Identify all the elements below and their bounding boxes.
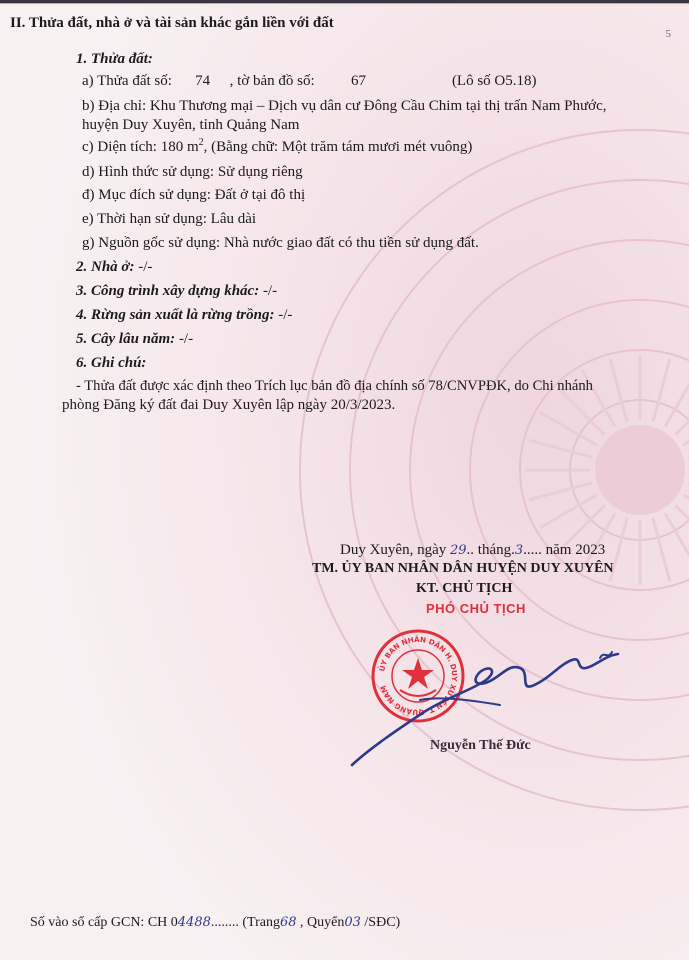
date-day: 29 <box>449 543 467 558</box>
register-book: 03 <box>344 915 361 930</box>
forest-line <box>76 306 292 324</box>
usage-term: e) Thời hạn sử dụng: Lâu dài <box>82 211 257 227</box>
date-prefix: Duy Xuyên, ngày <box>340 542 450 558</box>
signer-name: Nguyễn Thế Đức <box>430 738 531 753</box>
seal-star-icon <box>402 658 434 689</box>
construction-label: 3. Công trình xây dựng khác: <box>76 283 260 299</box>
official-seal <box>370 628 466 724</box>
construction-value: -/- <box>259 283 278 299</box>
date-month-label: .. tháng. <box>466 542 515 558</box>
signer-kt: KT. CHỦ TỊCH <box>416 581 513 596</box>
forest-value: -/- <box>274 307 293 323</box>
forest-label: 4. Rừng sản xuất là rừng trồng: <box>76 307 275 323</box>
signer-position-stamp: PHÓ CHỦ TỊCH <box>426 601 526 616</box>
map-label: , tờ bản đồ số: <box>229 73 315 89</box>
date-month: 3 <box>514 543 524 558</box>
address-line-2: huyện Duy Xuyên, tỉnh Quảng Nam <box>82 117 300 133</box>
register-book-label: , Quyển <box>296 915 345 930</box>
perennial-value: -/- <box>175 331 194 347</box>
parcel-label: a) Thửa đất số: <box>82 73 172 89</box>
signer-organization: TM. ỦY BAN NHÂN DÂN HUYỆN DUY XUYÊN <box>312 561 614 576</box>
map-number: 67 <box>350 73 366 89</box>
register-suffix: /SĐC) <box>360 915 401 930</box>
area-superscript: 2 <box>198 137 204 148</box>
notes-line-2: phòng Đăng ký đất đai Duy Xuyên lập ngày 20/3/2023. <box>62 397 396 413</box>
house-line <box>76 258 152 276</box>
notes-line-1: - Thửa đất được xác định theo Trích lục bản đồ địa chính số 78/CNVPĐK, do Chi nhánh <box>76 378 593 394</box>
register-page: 68 <box>279 915 297 930</box>
area-prefix: c) Diện tích: 180 m <box>82 139 199 155</box>
land-heading: 1. Thửa đất: <box>76 51 153 67</box>
top-border-shadow <box>0 3 689 4</box>
area-suffix: , (Bằng chữ: Một trăm tám mươi mét vuông) <box>203 139 473 155</box>
parcel-line <box>82 72 537 90</box>
house-label: 2. Nhà ở: <box>76 259 135 275</box>
corner-mark: 5 <box>665 28 671 40</box>
section-title: II. Thửa đất, nhà ở và tài sản khác gắn liền với đất <box>10 15 334 31</box>
usage-origin: g) Nguồn gốc sử dụng: Nhà nước giao đất có thu tiền sử dụng đất. <box>82 235 479 251</box>
usage-form: d) Hình thức sử dụng: Sử dụng riêng <box>82 164 303 180</box>
register-prefix: Số vào sổ cấp GCN: CH 0 <box>30 915 178 930</box>
area-line <box>82 138 472 156</box>
lot-number: (Lô số O5.18) <box>451 73 537 89</box>
notes-label: 6. Ghi chú: <box>76 355 147 371</box>
register-number: 4488 <box>177 915 211 930</box>
usage-purpose: đ) Mục đích sử dụng: Đất ở tại đô thị <box>82 187 306 203</box>
perennial-line <box>76 330 193 348</box>
parcel-number: 74 <box>195 73 211 89</box>
seal-text: ỦY BAN NHÂN DÂN H. DUY XUYÊN T. QUẢNG NAM <box>377 634 460 718</box>
address-line-1: b) Địa chỉ: Khu Thương mại – Dịch vụ dân cư Đông Cầu Chim tại thị trấn Nam Phước, <box>82 98 607 114</box>
house-value: -/- <box>134 259 153 275</box>
register-line <box>30 914 400 932</box>
issue-date <box>340 541 605 560</box>
date-year: ..... năm 2023 <box>523 542 606 558</box>
register-mid: ........ (Trang <box>210 915 280 930</box>
perennial-label: 5. Cây lâu năm: <box>76 331 176 347</box>
construction-line <box>76 282 277 300</box>
